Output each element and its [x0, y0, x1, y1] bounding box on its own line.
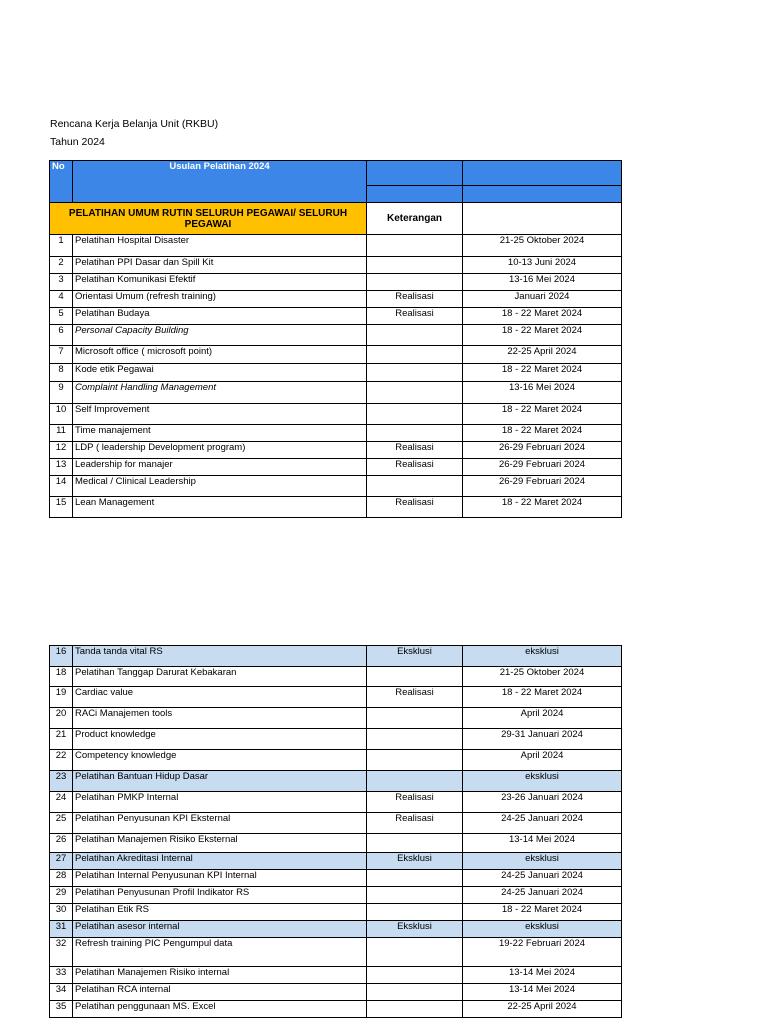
row-number: 25 — [50, 813, 73, 834]
row-number: 13 — [50, 459, 73, 476]
training-name: Cardiac value — [73, 687, 367, 708]
keterangan-cell: Realisasi — [367, 291, 463, 308]
date-cell: 18 - 22 Maret 2024 — [463, 687, 622, 708]
date-cell: eksklusi — [463, 771, 622, 792]
keterangan-cell — [367, 750, 463, 771]
row-number: 3 — [50, 274, 73, 291]
row-number: 29 — [50, 887, 73, 904]
training-name: Pelatihan RCA internal — [73, 984, 367, 1001]
keterangan-cell — [367, 729, 463, 750]
training-table-2 — [49, 645, 622, 1018]
training-name: Pelatihan asesor internal — [73, 921, 367, 938]
table-row — [50, 984, 622, 1001]
table-row — [50, 291, 622, 308]
table-row — [50, 497, 622, 518]
table-row — [50, 938, 622, 967]
date-cell: 18 - 22 Maret 2024 — [463, 425, 622, 442]
date-cell: 13-14 Mei 2024 — [463, 984, 622, 1001]
keterangan-cell — [367, 967, 463, 984]
row-number: 16 — [50, 646, 73, 667]
row-number: 28 — [50, 870, 73, 887]
date-cell: April 2024 — [463, 750, 622, 771]
table-row — [50, 459, 622, 476]
table-row — [50, 404, 622, 425]
table-row — [50, 750, 622, 771]
row-number: 26 — [50, 834, 73, 853]
keterangan-cell — [367, 834, 463, 853]
row-number: 1 — [50, 235, 73, 257]
row-number: 8 — [50, 364, 73, 382]
date-cell: 23-26 Januari 2024 — [463, 792, 622, 813]
training-name: Medical / Clinical Leadership — [73, 476, 367, 497]
keterangan-cell — [367, 476, 463, 497]
row-number: 7 — [50, 346, 73, 364]
training-name: Competency knowledge — [73, 750, 367, 771]
training-name: Pelatihan Bantuan Hidup Dasar — [73, 771, 367, 792]
row-number: 6 — [50, 325, 73, 346]
keterangan-cell: Realisasi — [367, 813, 463, 834]
date-cell: 24-25 Januari 2024 — [463, 887, 622, 904]
row-number: 14 — [50, 476, 73, 497]
training-name: Pelatihan Akreditasi Internal — [73, 853, 367, 870]
table-row — [50, 813, 622, 834]
table-row — [50, 792, 622, 813]
training-name: Time manajement — [73, 425, 367, 442]
training-name: Refresh training PIC Pengumpul data — [73, 938, 367, 967]
date-cell: 13-14 Mei 2024 — [463, 834, 622, 853]
keterangan-cell — [367, 771, 463, 792]
date-cell: 21-25 Oktober 2024 — [463, 667, 622, 687]
date-cell: 18 - 22 Maret 2024 — [463, 904, 622, 921]
keterangan-cell — [367, 325, 463, 346]
date-cell: 18 - 22 Maret 2024 — [463, 404, 622, 425]
table-row — [50, 382, 622, 404]
keterangan-cell: Realisasi — [367, 687, 463, 708]
date-cell: 13-14 Mei 2024 — [463, 967, 622, 984]
row-number: 35 — [50, 1001, 73, 1018]
table-row — [50, 834, 622, 853]
keterangan-cell: Realisasi — [367, 442, 463, 459]
training-name: Pelatihan Penyusunan KPI Eksternal — [73, 813, 367, 834]
table-row — [50, 921, 622, 938]
keterangan-cell — [367, 364, 463, 382]
training-name: Pelatihan Manajemen Risiko internal — [73, 967, 367, 984]
training-name: Personal Capacity Building — [73, 325, 367, 346]
training-name: Pelatihan Manajemen Risiko Eksternal — [73, 834, 367, 853]
section-header: PELATIHAN UMUM RUTIN SELURUH PEGAWAI/ SELURUH PEGAWAI — [50, 203, 367, 235]
table-row — [50, 425, 622, 442]
date-cell: 19-22 Februari 2024 — [463, 938, 622, 967]
table-row — [50, 257, 622, 274]
keterangan-cell: Realisasi — [367, 308, 463, 325]
keterangan-cell — [367, 1001, 463, 1018]
keterangan-cell: Realisasi — [367, 792, 463, 813]
training-name: Tanda tanda vital RS — [73, 646, 367, 667]
training-name: Pelatihan Komunikasi Efektif — [73, 274, 367, 291]
keterangan-cell — [367, 425, 463, 442]
row-number: 21 — [50, 729, 73, 750]
table-row — [50, 708, 622, 729]
training-name: Pelatihan PMKP Internal — [73, 792, 367, 813]
keterangan-cell — [367, 870, 463, 887]
row-number: 20 — [50, 708, 73, 729]
table-row — [50, 870, 622, 887]
keterangan-cell — [367, 382, 463, 404]
keterangan-cell: Realisasi — [367, 497, 463, 518]
training-name: Pelatihan Etik RS — [73, 904, 367, 921]
no-header: No — [50, 161, 73, 203]
keterangan-cell — [367, 346, 463, 364]
table-row — [50, 364, 622, 382]
training-name: Pelatihan Budaya — [73, 308, 367, 325]
row-number: 22 — [50, 750, 73, 771]
date-cell: 29-31 Januari 2024 — [463, 729, 622, 750]
date-cell: 13-16 Mei 2024 — [463, 274, 622, 291]
date-cell: 13-16 Mei 2024 — [463, 382, 622, 404]
keterangan-cell: Eksklusi — [367, 646, 463, 667]
row-number: 12 — [50, 442, 73, 459]
row-number: 32 — [50, 938, 73, 967]
row-number: 10 — [50, 404, 73, 425]
row-number: 11 — [50, 425, 73, 442]
training-name: Leadership for manajer — [73, 459, 367, 476]
row-number: 23 — [50, 771, 73, 792]
row-number: 5 — [50, 308, 73, 325]
keterangan-cell — [367, 257, 463, 274]
training-name: RACi Manajemen tools — [73, 708, 367, 729]
table-row — [50, 1001, 622, 1018]
row-number: 19 — [50, 687, 73, 708]
training-name: Pelatihan penggunaan MS. Excel — [73, 1001, 367, 1018]
training-name: Pelatihan Penyusunan Profil Indikator RS — [73, 887, 367, 904]
row-number: 2 — [50, 257, 73, 274]
table-row — [50, 853, 622, 870]
table-row — [50, 325, 622, 346]
keterangan-cell — [367, 274, 463, 291]
training-name: Pelatihan PPI Dasar dan Spill Kit — [73, 257, 367, 274]
date-cell: 18 - 22 Maret 2024 — [463, 325, 622, 346]
training-name: Lean Management — [73, 497, 367, 518]
training-table-1 — [49, 160, 622, 518]
date-cell: eksklusi — [463, 646, 622, 667]
row-number: 30 — [50, 904, 73, 921]
training-name: Product knowledge — [73, 729, 367, 750]
training-name: Pelatihan Hospital Disaster — [73, 235, 367, 257]
table-row — [50, 235, 622, 257]
training-name: Orientasi Umum (refresh training) — [73, 291, 367, 308]
row-number: 31 — [50, 921, 73, 938]
keterangan-cell: Realisasi — [367, 459, 463, 476]
date-cell: Januari 2024 — [463, 291, 622, 308]
document-year: Tahun 2024 — [50, 136, 105, 148]
date-cell: 18 - 22 Maret 2024 — [463, 497, 622, 518]
keterangan-cell — [367, 404, 463, 425]
row-number: 24 — [50, 792, 73, 813]
training-name: Microsoft office ( microsoft point) — [73, 346, 367, 364]
keterangan-cell — [367, 938, 463, 967]
keterangan-cell — [367, 708, 463, 729]
row-number: 27 — [50, 853, 73, 870]
table-row — [50, 667, 622, 687]
row-number: 33 — [50, 967, 73, 984]
table-row — [50, 771, 622, 792]
row-number: 4 — [50, 291, 73, 308]
date-cell: 26-29 Februari 2024 — [463, 476, 622, 497]
date-cell: eksklusi — [463, 921, 622, 938]
training-name: Pelatihan Internal Penyusunan KPI Internal — [73, 870, 367, 887]
training-name: Self Improvement — [73, 404, 367, 425]
training-name: Complaint Handling Management — [73, 382, 367, 404]
table-row — [50, 904, 622, 921]
date-cell: 26-29 Februari 2024 — [463, 442, 622, 459]
date-cell: April 2024 — [463, 708, 622, 729]
date-cell: 18 - 22 Maret 2024 — [463, 308, 622, 325]
date-cell: 22-25 April 2024 — [463, 346, 622, 364]
date-cell: eksklusi — [463, 853, 622, 870]
row-number: 9 — [50, 382, 73, 404]
keterangan-cell: Eksklusi — [367, 921, 463, 938]
keterangan-cell: Eksklusi — [367, 853, 463, 870]
training-name: Pelatihan Tanggap Darurat Kebakaran — [73, 667, 367, 687]
date-cell: 18 - 22 Maret 2024 — [463, 364, 622, 382]
keterangan-cell — [367, 984, 463, 1001]
document-title: Rencana Kerja Belanja Unit (RKBU) — [50, 118, 219, 130]
date-cell: 22-25 April 2024 — [463, 1001, 622, 1018]
table-row — [50, 274, 622, 291]
row-number: 18 — [50, 667, 73, 687]
table-row — [50, 687, 622, 708]
keterangan-cell — [367, 887, 463, 904]
table-row — [50, 967, 622, 984]
training-name: Kode etik Pegawai — [73, 364, 367, 382]
table-row — [50, 646, 622, 667]
table-row — [50, 346, 622, 364]
table-row — [50, 729, 622, 750]
keterangan-cell — [367, 667, 463, 687]
keterangan-cell — [367, 235, 463, 257]
date-cell: 24-25 Januari 2024 — [463, 870, 622, 887]
table-row — [50, 887, 622, 904]
table-row — [50, 442, 622, 459]
table-title: Usulan Pelatihan 2024 — [73, 161, 367, 203]
table-row — [50, 476, 622, 497]
training-name: LDP ( leadership Development program) — [73, 442, 367, 459]
keterangan-cell — [367, 904, 463, 921]
row-number: 34 — [50, 984, 73, 1001]
row-number: 15 — [50, 497, 73, 518]
date-cell: 21-25 Oktober 2024 — [463, 235, 622, 257]
keterangan-header: Keterangan — [367, 203, 463, 235]
table-row — [50, 308, 622, 325]
date-cell: 26-29 Februari 2024 — [463, 459, 622, 476]
date-cell: 10-13 Juni 2024 — [463, 257, 622, 274]
date-cell: 24-25 Januari 2024 — [463, 813, 622, 834]
